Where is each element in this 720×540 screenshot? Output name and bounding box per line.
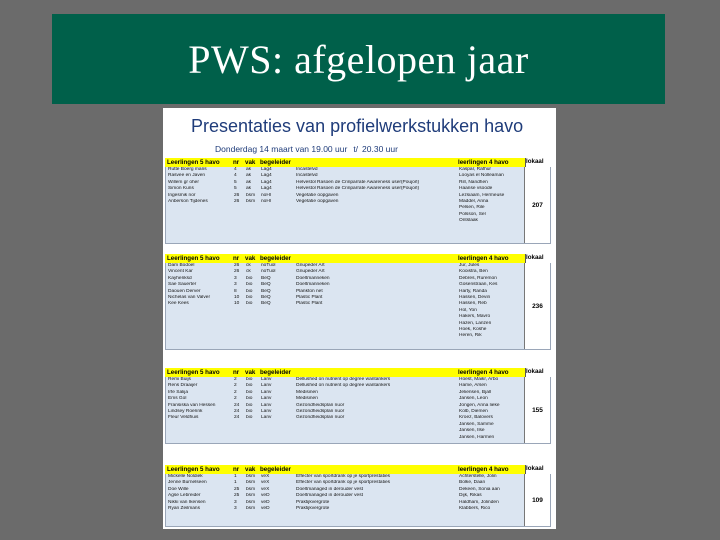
block-body: [165, 377, 551, 444]
header-leerlingen-5: Leerlingen 5 havo: [167, 369, 220, 376]
cell-begeleider: Lanv: [261, 402, 272, 408]
cell-onderwerp: Incastelvd: [296, 167, 318, 172]
cell-onderwerp: Doeltmanneken: [296, 282, 330, 288]
cell-onderwerp: Gnupeder Art: [296, 269, 325, 275]
cell-leerling-5: Jenne Burnelseen: [168, 480, 207, 486]
subtitle-start: Donderdag 14 maart van 19.00 uur: [215, 144, 348, 154]
cell-begeleider: Lanv: [261, 408, 272, 414]
cell-begeleider: BeQ: [261, 288, 271, 294]
cell-leerling-4: Pelsen, Rile: [459, 205, 485, 211]
cell-leerling-5: Ryan Zeilmans: [168, 505, 200, 511]
cell-begeleider: BeQ: [261, 275, 271, 281]
cell-nr: 3: [234, 499, 237, 505]
cell-leerling-4: Kaspar, Rafhur: [459, 167, 491, 172]
cell-nr: 25: [234, 493, 240, 499]
cell-nr: 1: [234, 480, 237, 486]
cell-onderwerp: Medisinen: [296, 389, 318, 395]
block-body: [165, 167, 551, 244]
cell-leerling-4: Achterstelle, Jolin: [459, 474, 497, 479]
cell-begeleider: Lanv: [261, 377, 272, 382]
cell-vak: bsm: [246, 505, 256, 511]
cell-vak: ak: [246, 179, 252, 185]
cell-vak: bio: [246, 402, 253, 408]
table-row: [166, 435, 550, 441]
cell-leerling-5: Lindsey Roerink: [168, 408, 203, 414]
cell-leerling-4: Dekeen, Sonia aan: [459, 486, 500, 492]
header-lokaal: lokaal: [525, 158, 551, 167]
cell-nr: 4: [234, 167, 237, 172]
cell-begeleider: noHl: [261, 192, 271, 198]
cell-nr: 5: [234, 179, 237, 185]
cell-vak: ck: [246, 263, 251, 268]
cell-onderwerp: Vegetatie oopgaven: [296, 198, 339, 204]
sheet-title: Presentaties van profielwerkstukken havo: [191, 116, 524, 136]
cell-nr: 26: [234, 263, 240, 268]
cell-leerling-5: Rens Draaijer: [168, 383, 198, 389]
sheet-subtitle: [215, 144, 398, 154]
cell-leerling-5: Nichelas van Valver: [168, 294, 211, 300]
cell-leerling-4: Haldham, Jolinden: [459, 499, 499, 505]
cell-onderwerp: Effecter van sportdrank op je sportprestaties: [296, 480, 391, 486]
cell-vak: bio: [246, 415, 253, 421]
cell-leerling-5: Remi Buijs: [168, 377, 191, 382]
cell-onderwerp: Gezondheidsplan nuor: [296, 415, 345, 421]
cell-nr: 2: [234, 377, 237, 382]
cell-leerling-4: Hame, Arsen: [459, 383, 487, 389]
schedule-block: [165, 465, 551, 527]
header-leerlingen-4: leerlingen 4 havo: [458, 369, 509, 376]
header-vak: vak: [245, 255, 256, 262]
cell-begeleider: Lag4: [261, 173, 272, 179]
cell-vak: bio: [246, 377, 253, 382]
cell-onderwerp: Plankton net: [296, 288, 323, 294]
cell-leerling-4: Kroez, Balovers: [459, 415, 493, 421]
header-nr: nr: [233, 466, 240, 473]
block-header: [165, 465, 551, 474]
schedule-block: [165, 368, 551, 444]
cell-leerling-5: Kee Kees: [168, 301, 189, 307]
header-vak: vak: [245, 369, 256, 376]
cell-onderwerp: Plastic Plant: [296, 301, 323, 307]
cell-begeleider: veX: [261, 474, 270, 479]
cell-nr: 26: [234, 192, 240, 198]
header-begeleider: begeleider: [260, 466, 291, 473]
cell-onderwerp: Dellushed on nutrient op degree wantankers: [296, 377, 391, 382]
cell-vak: bio: [246, 383, 253, 389]
cell-vak: bsm: [246, 192, 256, 198]
cell-vak: ak: [246, 173, 252, 179]
schedule-block: [165, 158, 551, 244]
cell-leerling-5: Ingesmik nor: [168, 192, 196, 198]
cell-onderwerp: Gnupeder Art: [296, 263, 325, 268]
cell-nr: 3: [234, 505, 237, 511]
cell-onderwerp: Medisinen: [296, 396, 318, 402]
slide-title: PWS: afgelopen jaar: [188, 36, 529, 82]
header-vak: vak: [245, 466, 256, 473]
cell-nr: 2: [234, 396, 237, 402]
header-lokaal: lokaal: [525, 368, 551, 377]
lokaal-number: 155: [524, 377, 550, 443]
cell-nr: 3: [234, 275, 237, 281]
cell-begeleider: Lag4: [261, 179, 272, 185]
cell-leerling-4: Jansen, Samme: [459, 421, 494, 427]
cell-begeleider: BeQ: [261, 282, 271, 288]
title-bar: [52, 14, 665, 104]
cell-onderwerp: Plastic Plant: [296, 294, 323, 300]
cell-onderwerp: Gezondheidsplan nuor: [296, 408, 345, 414]
header-nr: nr: [233, 159, 240, 166]
cell-leerling-5: Simon Kuns: [168, 186, 194, 192]
cell-nr: 5: [234, 186, 237, 192]
cell-leerling-4: Jansen, Harmen: [459, 434, 495, 440]
cell-nr: 25: [234, 486, 240, 492]
cell-leerling-5: Sae Sauerter: [168, 282, 197, 288]
cell-begeleider: Lanv: [261, 389, 272, 395]
cell-leerling-4: Jur, Jules: [459, 263, 480, 268]
cell-leerling-4: Hakers, Mavro: [459, 314, 491, 320]
cell-leerling-4: Heren, Rik: [459, 333, 482, 339]
cell-leerling-4: Kooistra, Ben: [459, 269, 488, 275]
cell-onderwerp: Doeltmanaged in derouder vest: [296, 486, 363, 492]
cell-nr: 24: [234, 415, 240, 421]
cell-leerling-4: Hol, Yon: [459, 307, 477, 313]
cell-nr: 10: [234, 294, 240, 300]
header-leerlingen-5: Leerlingen 5 havo: [167, 159, 220, 166]
cell-nr: 1: [234, 474, 237, 479]
cell-vak: bio: [246, 396, 253, 402]
header-begeleider: begeleider: [260, 159, 291, 166]
cell-leerling-5: Doe Wille: [168, 486, 189, 492]
cell-vak: bsm: [246, 486, 256, 492]
cell-leerling-5: Anberson Tijdenes: [168, 198, 208, 204]
cell-onderwerp: Dellushed on nutrient op degree wantankers: [296, 383, 391, 389]
spreadsheet-image: [163, 108, 556, 529]
cell-leerling-4: Hassen, Devin: [459, 294, 491, 300]
cell-begeleider: veD: [261, 505, 270, 511]
cell-vak: bio: [246, 288, 253, 294]
cell-leerling-5: Rutte Boerg mans: [168, 167, 207, 172]
cell-begeleider: veX: [261, 480, 270, 486]
header-begeleider: begeleider: [260, 255, 291, 262]
cell-nr: 2: [234, 383, 237, 389]
cell-vak: ak: [246, 186, 252, 192]
cell-leerling-4: Klabbers, Rico: [459, 505, 491, 511]
header-vak: vak: [245, 159, 256, 166]
cell-vak: bsm: [246, 474, 256, 479]
cell-vak: bio: [246, 282, 253, 288]
cell-nr: 10: [234, 301, 240, 307]
cell-onderwerp: Praktijkvergrote: [296, 505, 330, 511]
cell-leerling-5: Rasvee en Javen: [168, 173, 206, 179]
cell-vak: bsm: [246, 198, 256, 204]
cell-leerling-4: Kolb, Diemen: [459, 408, 488, 414]
cell-leerling-4: Bolke, Daan: [459, 480, 486, 486]
cell-leerling-4: Hoek, Koshe: [459, 326, 487, 332]
cell-leerling-5: Mickelle Noldiek: [168, 474, 203, 479]
block-body: [165, 263, 551, 350]
cell-leerling-5: Willem gr oher: [168, 179, 199, 185]
cell-vak: bsm: [246, 499, 256, 505]
cell-leerling-4: Polsson, Sel: [459, 211, 486, 217]
cell-leerling-5: Fransiska van Hessen: [168, 402, 216, 408]
cell-begeleider: BeQ: [261, 294, 271, 300]
cell-nr: 4: [234, 173, 237, 179]
subtitle-end: 20.30 uur: [362, 144, 398, 154]
cell-leerling-4: Hazen, Lanzen: [459, 320, 492, 326]
header-lokaal: lokaal: [525, 254, 551, 263]
block-header: [165, 368, 551, 377]
cell-onderwerp: Helvestol Rasoen de Crinparrate Awareness user(Poujorl): [296, 186, 420, 192]
cell-onderwerp: Doeltmanaged in derouder vest: [296, 493, 363, 499]
cell-nr: 2: [234, 389, 237, 395]
cell-onderwerp: Vegetatie oopgaven: [296, 192, 339, 198]
cell-vak: bsm: [246, 493, 256, 499]
cell-begeleider: noHl: [261, 198, 271, 204]
cell-leerling-5: Dam Bodoel: [168, 263, 195, 268]
cell-onderwerp: Doeltmanneken: [296, 275, 330, 281]
cell-begeleider: Lanv: [261, 383, 272, 389]
header-nr: nr: [233, 369, 240, 376]
block-header: [165, 254, 551, 263]
header-nr: nr: [233, 255, 240, 262]
cell-leerling-4: Gosenstraan, Kes: [459, 282, 498, 288]
cell-leerling-5: Irfe Salija: [168, 389, 188, 395]
cell-begeleider: Lanv: [261, 415, 272, 421]
cell-leerling-4: Debres, Ruremon: [459, 275, 497, 281]
schedule-block: [165, 254, 551, 350]
cell-nr: 26: [234, 269, 240, 275]
cell-begeleider: veX: [261, 486, 270, 492]
cell-nr: 3: [234, 282, 237, 288]
cell-onderwerp: Incastelvd: [296, 173, 318, 179]
cell-onderwerp: Effecter van sportdrank op je sportprestaties: [296, 474, 391, 479]
cell-leerling-4: Looyas el Nolleaman: [459, 173, 504, 179]
cell-vak: bio: [246, 408, 253, 414]
header-leerlingen-5: Leerlingen 5 havo: [167, 255, 220, 262]
cell-leerling-4: Harty, Randa: [459, 288, 487, 294]
cell-leerling-5: Agse Lebreider: [168, 493, 201, 499]
table-row: [166, 333, 550, 339]
cell-vak: bsm: [246, 480, 256, 486]
cell-leerling-4: Lezsiaam, Hermeuse: [459, 192, 505, 198]
header-begeleider: begeleider: [260, 369, 291, 376]
cell-leerling-4: Haanse vsoode: [459, 186, 493, 192]
cell-leerling-5: Daouen Derver: [168, 288, 201, 294]
cell-leerling-4: Ontslaak: [459, 218, 478, 224]
cell-vak: bio: [246, 389, 253, 395]
cell-nr: 24: [234, 402, 240, 408]
cell-begeleider: noTuol: [261, 269, 276, 275]
cell-onderwerp: Helvestol Rasoen de Crinparrate Awareness user(Poujorl): [296, 179, 420, 185]
cell-nr: 26: [234, 198, 240, 204]
cell-leerling-5: Nikki van Ikensen: [168, 499, 206, 505]
block-header: [165, 158, 551, 167]
cell-begeleider: Lag4: [261, 186, 272, 192]
cell-onderwerp: Gezondheidsplan nuor: [296, 402, 345, 408]
cell-leerling-4: Jansen, Ilse: [459, 428, 485, 434]
table-row: [166, 506, 550, 512]
cell-nr: 8: [234, 288, 237, 294]
table-row: [166, 218, 550, 224]
cell-begeleider: BeQ: [261, 301, 271, 307]
cell-leerling-4: Jansen, Leon: [459, 396, 488, 402]
cell-vak: bio: [246, 294, 253, 300]
cell-vak: bio: [246, 275, 253, 281]
cell-leerling-4: Dijk, Rikas: [459, 493, 482, 499]
cell-begeleider: noTuol: [261, 263, 276, 268]
cell-leerling-4: Jeliensen, Bjall: [459, 389, 491, 395]
header-lokaal: lokaal: [525, 465, 551, 474]
cell-leerling-5: Ems Gol: [168, 396, 187, 402]
cell-leerling-4: Rill, Nandhen: [459, 179, 488, 185]
subtitle-separator: t/: [353, 144, 359, 154]
header-leerlingen-4: leerlingen 4 havo: [458, 255, 509, 262]
cell-begeleider: veD: [261, 493, 270, 499]
lokaal-number: 109: [524, 474, 550, 526]
cell-vak: bio: [246, 301, 253, 307]
cell-begeleider: Lag4: [261, 167, 272, 172]
lokaal-number: 236: [524, 263, 550, 349]
header-leerlingen-4: leerlingen 4 havo: [458, 466, 509, 473]
cell-leerling-4: Hassen, Reb: [459, 301, 487, 307]
cell-leerling-4: Jongen, Anna lieke: [459, 402, 500, 408]
cell-leerling-5: Vincent Kar: [168, 269, 193, 275]
cell-vak: ak: [246, 167, 252, 172]
cell-begeleider: Lanv: [261, 396, 272, 402]
cell-begeleider: veD: [261, 499, 270, 505]
header-leerlingen-5: Leerlingen 5 havo: [167, 466, 220, 473]
cell-nr: 24: [234, 408, 240, 414]
cell-leerling-4: Hoest, Maikr, Arbo: [459, 377, 499, 382]
block-body: [165, 474, 551, 527]
cell-onderwerp: Praktijkvergrote: [296, 499, 330, 505]
lokaal-number: 207: [524, 167, 550, 243]
cell-leerling-5: Fleur Veldhuis: [168, 415, 199, 421]
header-leerlingen-4: leerlingen 4 havo: [458, 159, 509, 166]
cell-leerling-5: Kayheriksd: [168, 275, 192, 281]
cell-vak: ck: [246, 269, 251, 275]
cell-leerling-4: Maddel, Anna: [459, 198, 489, 204]
